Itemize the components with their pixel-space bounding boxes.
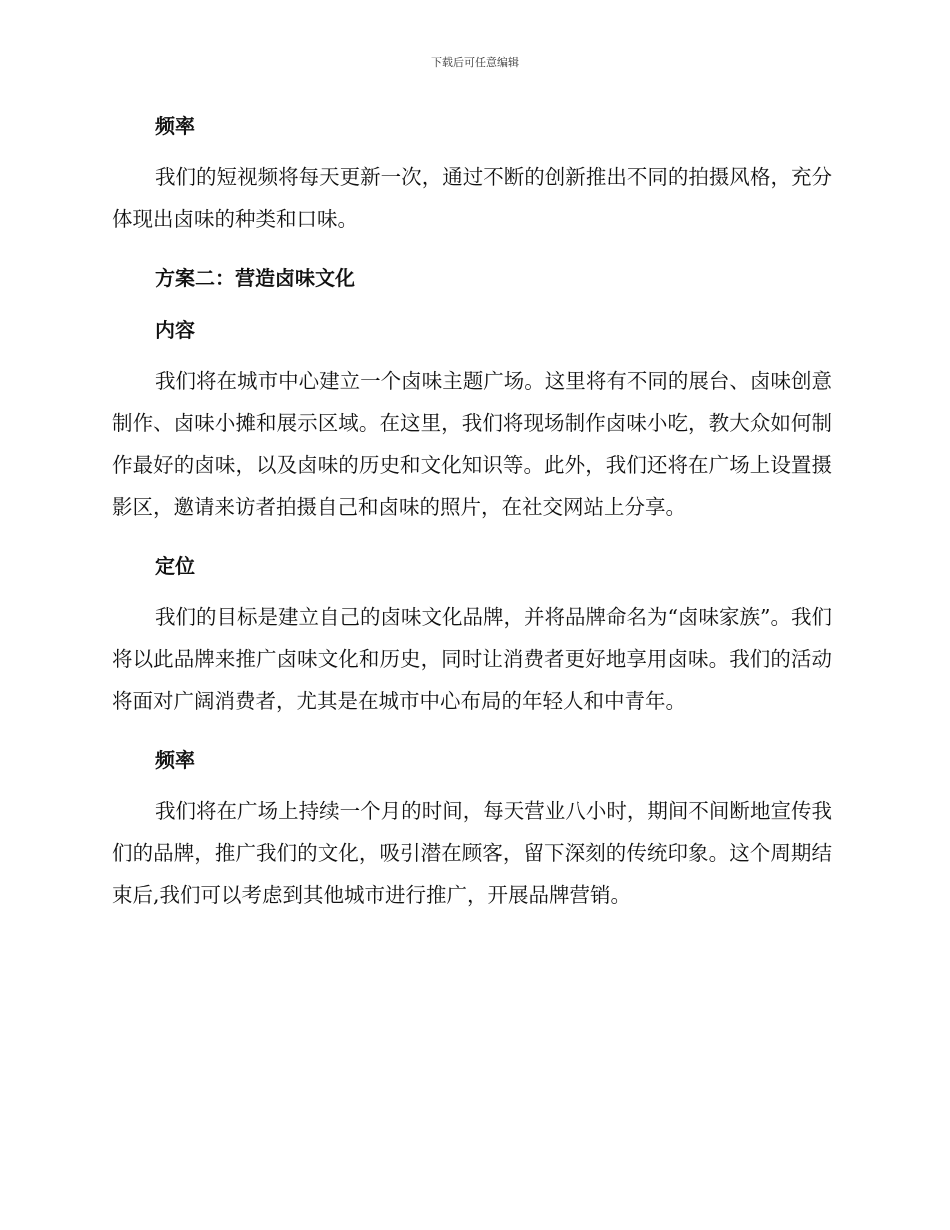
paragraph-content: 我们将在城市中心建立一个卤味主题广场。这里将有不同的展台、卤味创意制作、卤味小摊和展示区域。在这里，我们将现场制作卤味小吃，教大众如何制作最好的卤味，以及卤味的历史和文化知识等。此外，我们还将在广场上设置摄影区，邀请来访者拍摄自己和卤味的照片，在社交网站上分享。 bbox=[112, 369, 832, 519]
paragraph-frequency-2: 我们将在广场上持续一个月的时间，每天营业八小时，期间不间断地宣传我们的品牌，推广我们的文化，吸引潜在顾客，留下深刻的传统印象。这个周期结束后,我们可以考虑到其他城市进行推广，开展品牌营销。 bbox=[112, 799, 832, 907]
paragraph-positioning: 我们的目标是建立自己的卤味文化品牌，并将品牌命名为“卤味家族”。我们将以此品牌来推广卤味文化和历史，同时让消费者更好地享用卤味。我们的活动将面对广阔消费者，尤其是在城市中心布局的年轻人和中青年。 bbox=[112, 605, 832, 713]
section-heading-frequency-1: 频率 bbox=[155, 114, 195, 138]
document-body bbox=[112, 110, 832, 916]
section-heading-content: 内容 bbox=[155, 318, 195, 342]
section-heading-frequency-2: 频率 bbox=[155, 748, 195, 772]
section-heading-plan-two: 方案二：营造卤味文化 bbox=[155, 266, 355, 290]
page-header: 下载后可任意编辑 bbox=[431, 56, 519, 69]
section-heading-positioning: 定位 bbox=[155, 554, 195, 578]
paragraph-frequency-1: 我们的短视频将每天更新一次，通过不断的创新推出不同的拍摄风格，充分体现出卤味的种类和口味。 bbox=[112, 165, 832, 231]
